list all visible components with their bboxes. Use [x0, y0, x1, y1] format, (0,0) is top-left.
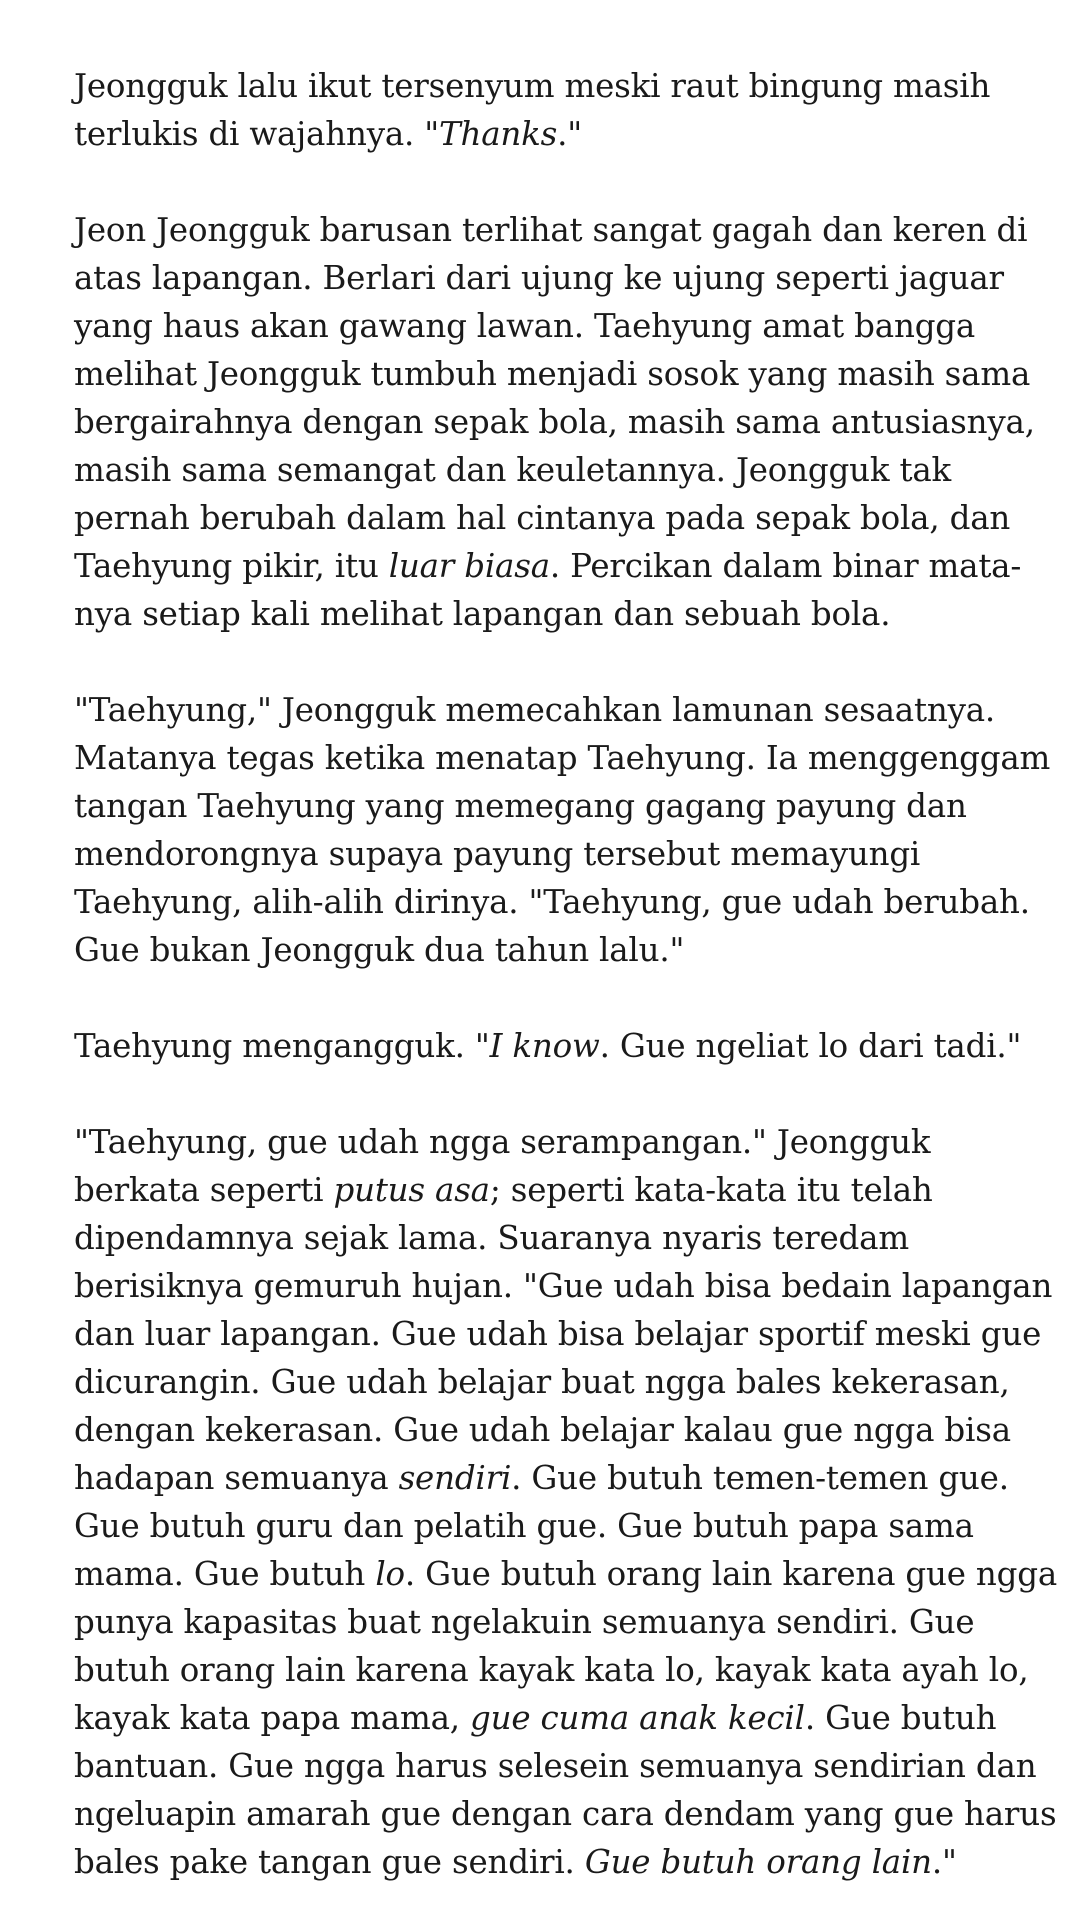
text-segment: "Taehyung, gue udah ngga serampangan." Jeongguk	[74, 1123, 931, 1161]
text-line	[74, 1838, 1034, 1886]
story-paragraph	[74, 1118, 1058, 1886]
text-line	[74, 1166, 1034, 1214]
italic-text: gue cuma anak kecil	[470, 1699, 805, 1737]
text-segment: Gue bukan Jeongguk dua tahun lalu."	[74, 931, 685, 969]
italic-text: putus asa	[333, 1171, 490, 1209]
text-segment: bales pake tangan gue sendiri.	[74, 1843, 585, 1881]
text-segment: Taehyung mengangguk.	[74, 1027, 475, 1065]
text-line	[74, 350, 1034, 398]
text-line	[74, 254, 1034, 302]
text-line	[74, 398, 1034, 446]
text-segment: Matanya tegas ketika menatap Taehyung. Ia menggenggam	[74, 739, 1051, 777]
text-segment: dan luar lapangan. Gue udah bisa belajar sportif meski gue	[74, 1315, 1042, 1353]
text-line	[74, 926, 1034, 974]
text-segment: hadapan semuanya	[74, 1459, 399, 1497]
text-segment: berisiknya gemuruh hujan. "Gue udah bisa bedain lapangan	[74, 1267, 1053, 1305]
text-line	[74, 1742, 1037, 1790]
text-line	[74, 1262, 1053, 1310]
text-segment: mama. Gue butuh	[74, 1555, 376, 1593]
text-line	[74, 878, 1034, 926]
story-paragraph	[74, 686, 1051, 974]
text-segment: nya setiap kali melihat lapangan dan sebuah bola.	[74, 595, 891, 633]
text-line	[74, 1118, 1034, 1166]
text-segment: "Taehyung," Jeongguk memecahkan lamunan sesaatnya.	[74, 691, 996, 729]
text-line	[74, 542, 1034, 590]
story-paragraph	[74, 206, 1034, 638]
text-line	[74, 1358, 1034, 1406]
text-segment: bergairahnya dengan sepak bola, masih sama antusiasnya,	[74, 403, 1035, 441]
text-line	[74, 734, 1051, 782]
story-paragraph	[74, 1022, 1034, 1070]
story-text	[74, 62, 1058, 1886]
text-line	[74, 62, 1034, 110]
text-segment: Gue butuh guru dan pelatih gue. Gue butuh papa sama	[74, 1507, 974, 1545]
text-segment: butuh orang lain karena kayak kata lo, kayak kata ayah lo,	[74, 1651, 1029, 1689]
text-segment: Jeongguk lalu ikut tersenyum meski raut bingung masih	[74, 67, 991, 105]
text-line	[74, 830, 1034, 878]
text-line	[74, 1502, 1034, 1550]
text-segment: . Percikan dalam binar mata-	[549, 547, 1022, 585]
text-line	[74, 1406, 1034, 1454]
text-line	[74, 110, 1034, 158]
text-line	[74, 206, 1034, 254]
text-segment: mendorongnya supaya payung tersebut memayungi	[74, 835, 921, 873]
text-segment: Taehyung, alih-alih dirinya. "Taehyung, gue udah berubah.	[74, 883, 1030, 921]
text-line	[74, 1022, 1034, 1070]
text-line	[74, 1598, 1034, 1646]
text-line	[74, 1790, 1057, 1838]
text-line	[74, 782, 1034, 830]
text-segment: Jeon Jeongguk barusan terlihat sangat gagah dan keren di	[74, 211, 1028, 249]
text-segment: dicurangin. Gue udah belajar buat ngga bales kekerasan,	[74, 1363, 1010, 1401]
text-segment: tangan Taehyung yang memegang gagang payung dan	[74, 787, 967, 825]
text-segment: . Gue butuh	[804, 1699, 997, 1737]
text-segment: . Gue ngeliat lo dari tadi."	[599, 1027, 1022, 1065]
text-line	[74, 1454, 1034, 1502]
italic-text: luar biasa	[388, 547, 550, 585]
text-segment: Taehyung pikir, itu	[74, 547, 389, 585]
text-line	[74, 1694, 1034, 1742]
text-segment: berkata seperti	[74, 1171, 334, 1209]
text-line	[74, 446, 1034, 494]
text-segment: kayak kata papa mama,	[74, 1699, 471, 1737]
italic-text: lo	[375, 1555, 405, 1593]
text-line	[74, 1646, 1034, 1694]
text-segment: bantuan. Gue ngga harus selesein semuanya sendirian dan	[74, 1747, 1037, 1785]
text-segment: . Gue butuh temen-temen gue.	[511, 1459, 1009, 1497]
text-line	[74, 590, 1034, 638]
text-segment: dengan kekerasan. Gue udah belajar kalau gue ngga bisa	[74, 1411, 1011, 1449]
text-segment: ngeluapin amarah gue dengan cara dendam yang gue harus	[74, 1795, 1057, 1833]
text-segment: punya kapasitas buat ngelakuin semuanya sendiri. Gue	[74, 1603, 975, 1641]
italic-text: Thanks	[439, 115, 558, 153]
text-segment: masih sama semangat dan keuletannya. Jeongguk tak	[74, 451, 951, 489]
text-line	[74, 1550, 1058, 1598]
text-line	[74, 1214, 1034, 1262]
text-line	[74, 686, 1034, 734]
text-segment: ; seperti kata-kata itu telah	[489, 1171, 933, 1209]
text-segment: ."	[931, 1843, 957, 1881]
text-line	[74, 302, 1034, 350]
text-segment: pernah berubah dalam hal cintanya pada sepak bola, dan	[74, 499, 1011, 537]
italic-text: sendiri	[398, 1459, 512, 1497]
text-segment: ."	[557, 115, 583, 153]
italic-text: "I know	[474, 1027, 600, 1065]
text-segment: . Gue butuh orang lain karena gue ngga	[404, 1555, 1058, 1593]
text-line	[74, 494, 1034, 542]
italic-text: Gue butuh orang lain	[584, 1843, 932, 1881]
text-segment: dipendamnya sejak lama. Suaranya nyaris teredam	[74, 1219, 909, 1257]
text-segment: terlukis di wajahnya. "	[74, 115, 440, 153]
text-line	[74, 1310, 1042, 1358]
text-segment: atas lapangan. Berlari dari ujung ke ujung seperti jaguar	[74, 259, 1004, 297]
story-paragraph	[74, 62, 1034, 158]
text-segment: yang haus akan gawang lawan. Taehyung amat bangga	[74, 307, 976, 345]
text-segment: melihat Jeongguk tumbuh menjadi sosok yang masih sama	[74, 355, 1031, 393]
